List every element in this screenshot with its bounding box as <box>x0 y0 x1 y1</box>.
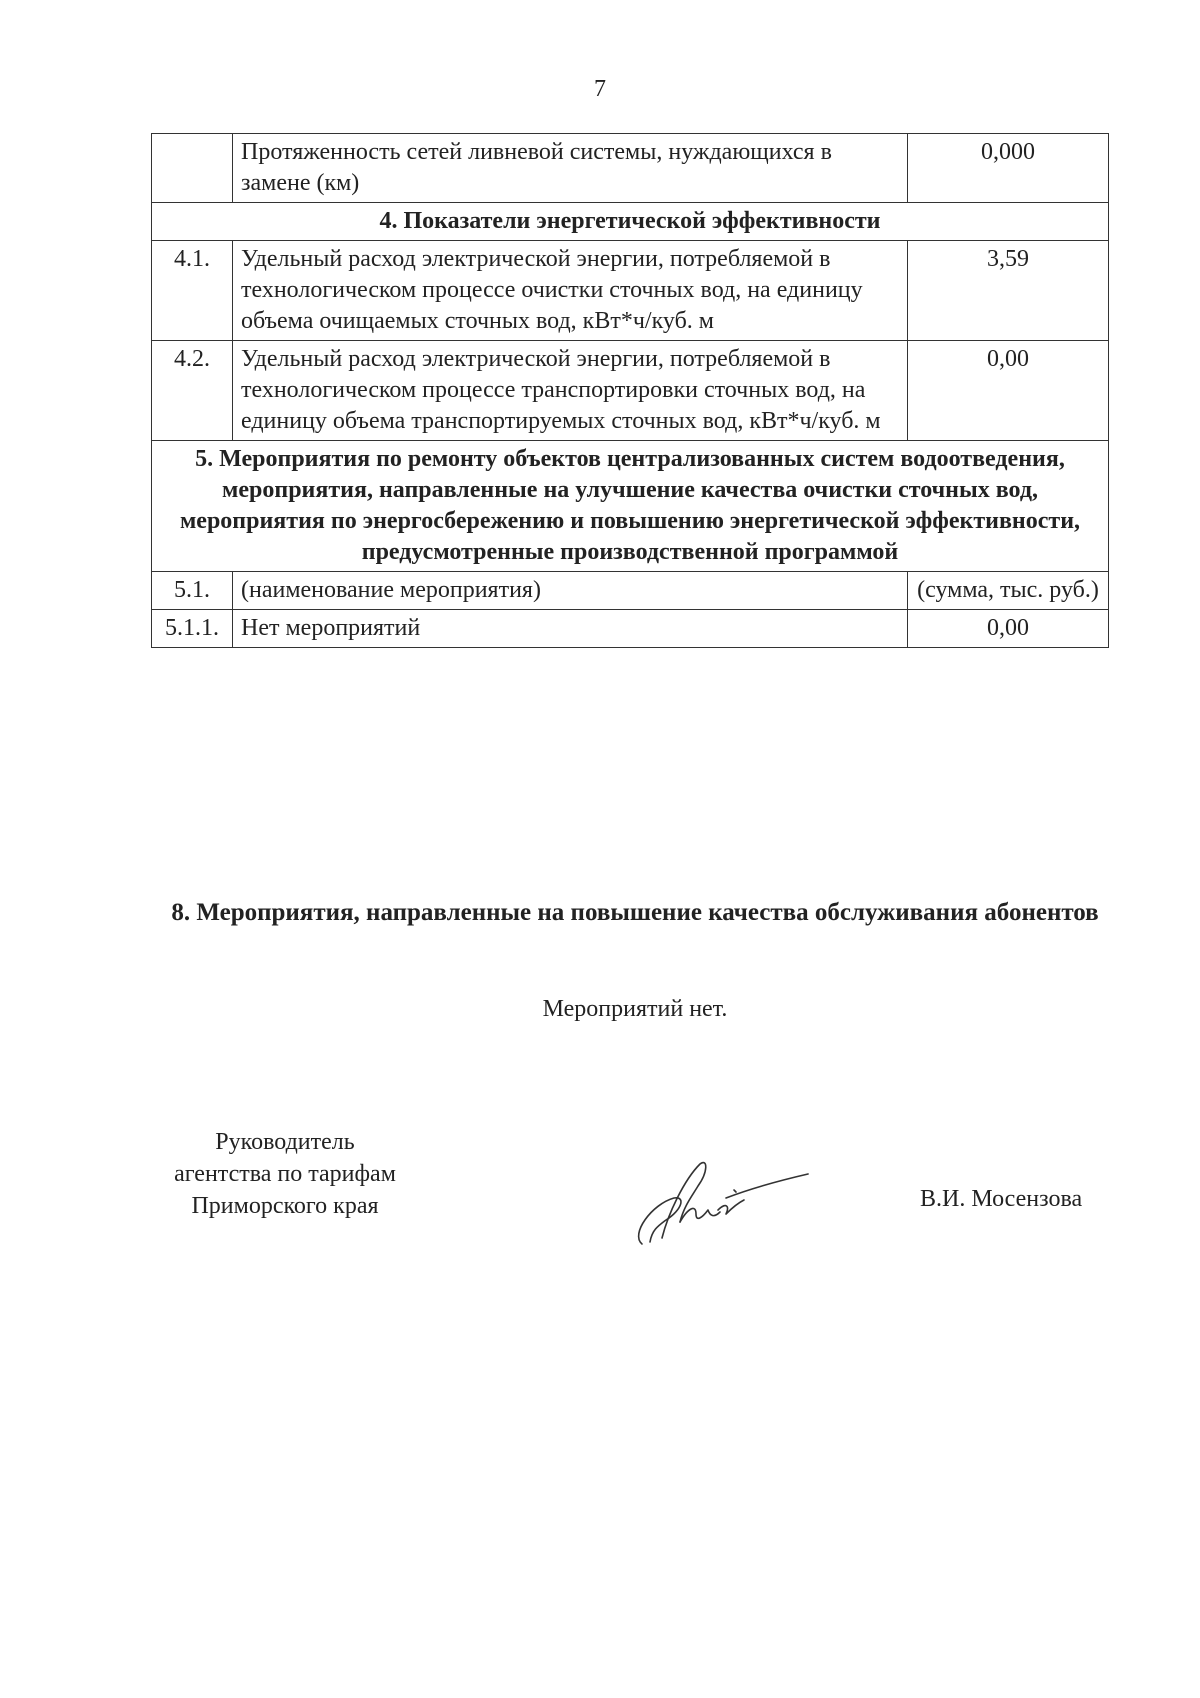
section8-text: Мероприятий нет. <box>542 996 728 1022</box>
section8-title: 8. Мероприятия, направленные на повышение качества обслуживания абонентов <box>171 899 1099 926</box>
handwritten-signature-icon <box>622 1152 812 1257</box>
signer-position-line: агентства по тарифам <box>174 1161 396 1187</box>
signer-position-line: Руководитель <box>215 1129 355 1155</box>
row-label: Удельный расход электрической энергии, потребляемой в технологическом процессе очистки сточных вод, на единицу объема очищаемых сточных вод, кВт*ч/куб. м <box>233 241 908 341</box>
table-row <box>152 610 1109 648</box>
row-label: Нет мероприятий <box>233 610 908 648</box>
row-value: 0,00 <box>908 341 1109 441</box>
indicators-table <box>151 133 1109 648</box>
row-label: Протяженность сетей ливневой системы, нуждающихся в замене (км) <box>233 134 908 203</box>
row-value: 0,00 <box>908 610 1109 648</box>
row-number: 4.1. <box>152 241 233 341</box>
signer-name: В.И. Мосензова <box>920 1186 1083 1212</box>
section5-heading: 5. Мероприятия по ремонту объектов централизованных систем водоотведения, мероприятия, направленные на улучшение качества очистки сточных вод, мероприятия по энергосбережению и повышению энергетической эффективности, предусмотренные производственной программой <box>152 441 1109 572</box>
row-number: 5.1.1. <box>152 610 233 648</box>
table-row <box>152 341 1109 441</box>
table-row <box>152 241 1109 341</box>
row-number: 5.1. <box>152 572 233 610</box>
row-label: (наименование мероприятия) <box>233 572 908 610</box>
page-number: 7 <box>594 76 606 102</box>
table-row <box>152 572 1109 610</box>
row-value: (сумма, тыс. руб.) <box>908 572 1109 610</box>
row-label: Удельный расход электрической энергии, потребляемой в технологическом процессе транспортировки сточных вод, на единицу объема транспортируемых сточных вод, кВт*ч/куб. м <box>233 341 908 441</box>
row-value: 3,59 <box>908 241 1109 341</box>
row-value: 0,000 <box>908 134 1109 203</box>
row-number <box>152 134 233 203</box>
section-heading-row <box>152 203 1109 241</box>
signer-position <box>140 1126 430 1222</box>
row-number: 4.2. <box>152 341 233 441</box>
table-row <box>152 134 1109 203</box>
section4-heading: 4. Показатели энергетической эффективности <box>152 203 1109 241</box>
signer-position-line: Приморского края <box>191 1193 379 1219</box>
section-heading-row <box>152 441 1109 572</box>
